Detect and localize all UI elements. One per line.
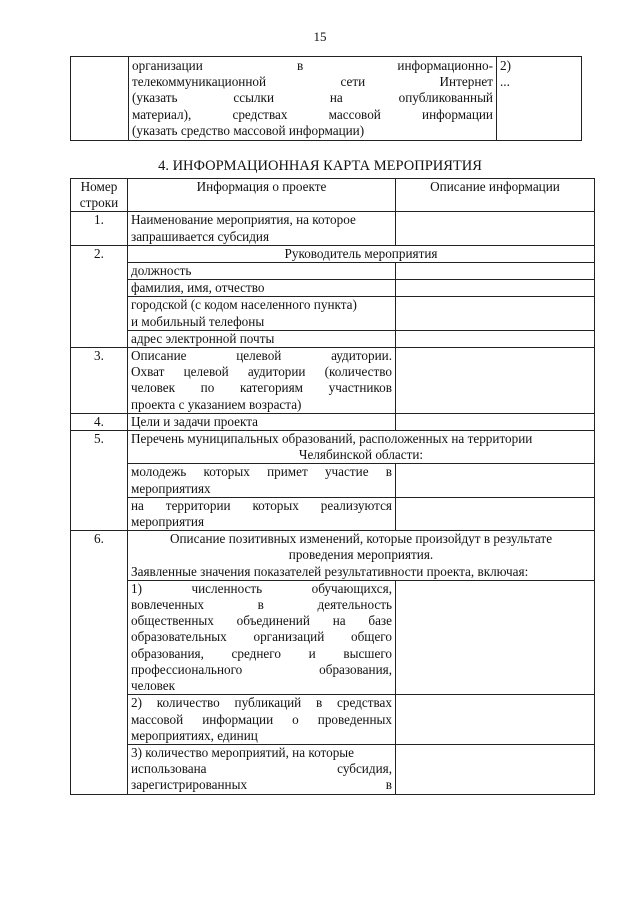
empty-number-cell — [71, 57, 129, 141]
text-line: на территории которых реализуются — [131, 497, 392, 513]
row-number: 3. — [71, 348, 128, 414]
text-line: проведения мероприятия. — [288, 547, 434, 563]
subrow-label: адрес электронной почты — [128, 330, 396, 347]
subrow-value — [396, 695, 595, 745]
table-subrow — [71, 263, 595, 280]
text-line: использована субсидия, — [131, 761, 392, 777]
text-line: Описание целевой аудитории. — [131, 348, 392, 364]
text-line: (указать средство массовой информации) — [132, 122, 365, 138]
text-line: проекта с указанием возраста) — [131, 396, 302, 412]
text-line: образования, среднего и высшего — [131, 645, 392, 661]
text-line: человек по категориям участников — [131, 380, 392, 396]
continuation-table — [70, 56, 582, 141]
text-line: (указать ссылки на опубликованный — [132, 90, 493, 106]
subrow-label — [128, 695, 396, 745]
table-subrow — [71, 695, 595, 745]
table-subrow — [71, 497, 595, 530]
table-row — [71, 413, 595, 430]
row-number: 4. — [71, 413, 128, 430]
continuation-text-cell — [129, 57, 497, 141]
subrow-label — [128, 497, 396, 530]
text-line: образовательных организаций общего — [131, 629, 392, 645]
text-line: ... — [500, 74, 510, 90]
subrow-value — [396, 744, 595, 794]
text-line: Охват целевой аудитории (количество — [131, 364, 392, 380]
text-line: 2) количество публикаций в средствах — [131, 695, 392, 711]
text-line: материал), средствах массовой информации — [132, 106, 493, 122]
text-line: городской (с кодом населенного пункта) — [131, 297, 357, 313]
table-subrow — [71, 744, 595, 794]
page-number: 15 — [313, 29, 327, 44]
table-header-row — [71, 179, 595, 212]
table-row — [71, 348, 595, 414]
subrow-value — [396, 330, 595, 347]
info-card-table — [70, 178, 595, 795]
table-subrow — [71, 330, 595, 347]
row-value — [396, 348, 595, 414]
subrow-label — [128, 464, 396, 497]
text-line: телекоммуникационной сети Интернет — [132, 74, 493, 90]
text-line: Наименование мероприятия, на которое — [131, 212, 356, 228]
table-subrow — [71, 464, 595, 497]
table-row — [71, 245, 595, 262]
text-line: 3) количество мероприятий, на которые — [131, 744, 355, 760]
text-line: и мобильный телефоны — [131, 313, 265, 329]
text-line: зарегистрированных в — [131, 777, 392, 793]
row-number: 5. — [71, 431, 128, 531]
text-line: мероприятиях, единиц — [131, 727, 258, 743]
row-label — [128, 348, 396, 414]
table-subrow — [71, 297, 595, 330]
row-group-heading: Руководитель мероприятия — [128, 245, 595, 262]
text-line: Описание позитивных изменений, которые произойдут в результате — [169, 531, 553, 547]
text-line: организации в информационно- — [132, 58, 493, 73]
text-line: Перечень муниципальных образований, расположенных на территории — [131, 431, 533, 447]
text-line: запрашивается субсидия — [131, 228, 270, 244]
subrow-value — [396, 580, 595, 694]
subrow-label — [128, 580, 396, 694]
row-value — [396, 212, 595, 245]
text-line: общественных объединений на базе — [131, 613, 392, 629]
text-line: массовой информации о проведенных — [131, 711, 392, 727]
table-subrow — [71, 580, 595, 694]
row-number: 1. — [71, 212, 128, 245]
text-line: человек — [131, 678, 176, 694]
subrow-label: фамилия, имя, отчество — [128, 280, 396, 297]
text-line: вовлеченных в деятельность — [131, 597, 392, 613]
subrow-value — [396, 263, 595, 280]
text-line: профессионального образования, — [131, 661, 392, 677]
text-line: мероприятия — [131, 514, 205, 530]
header-number-line2: строки — [79, 195, 119, 211]
subrow-value — [396, 280, 595, 297]
section-title: 4. ИНФОРМАЦИОННАЯ КАРТА МЕРОПРИЯТИЯ — [158, 158, 482, 174]
subrow-value — [396, 497, 595, 530]
subrow-label — [128, 744, 396, 794]
header-info: Информация о проекте — [128, 179, 396, 212]
table-row — [71, 431, 595, 464]
header-number — [71, 179, 128, 212]
text-line: мероприятиях — [131, 480, 211, 496]
row-number: 6. — [71, 531, 128, 794]
subrow-value — [396, 464, 595, 497]
subrow-label — [128, 297, 396, 330]
header-description: Описание информации — [396, 179, 595, 212]
text-line: Челябинской области: — [298, 447, 424, 463]
table-row — [71, 212, 595, 245]
text-line: 2) — [500, 58, 511, 73]
row-value — [396, 413, 595, 430]
table-row — [71, 531, 595, 581]
continuation-value-cell — [497, 57, 582, 141]
row-label: Цели и задачи проекта — [128, 413, 396, 430]
subrow-value — [396, 297, 595, 330]
subrow-label: должность — [128, 263, 396, 280]
row-group-heading — [128, 531, 595, 581]
text-line: Заявленные значения показателей результативности проекта, включая: — [131, 563, 529, 579]
table-subrow — [71, 280, 595, 297]
row-number: 2. — [71, 245, 128, 347]
row-group-heading — [128, 431, 595, 464]
text-line: 1) численность обучающихся, — [131, 580, 392, 596]
row-label — [128, 212, 396, 245]
text-line: молодежь которых примет участие в — [131, 464, 392, 480]
header-number-line1: Номер — [80, 179, 118, 194]
